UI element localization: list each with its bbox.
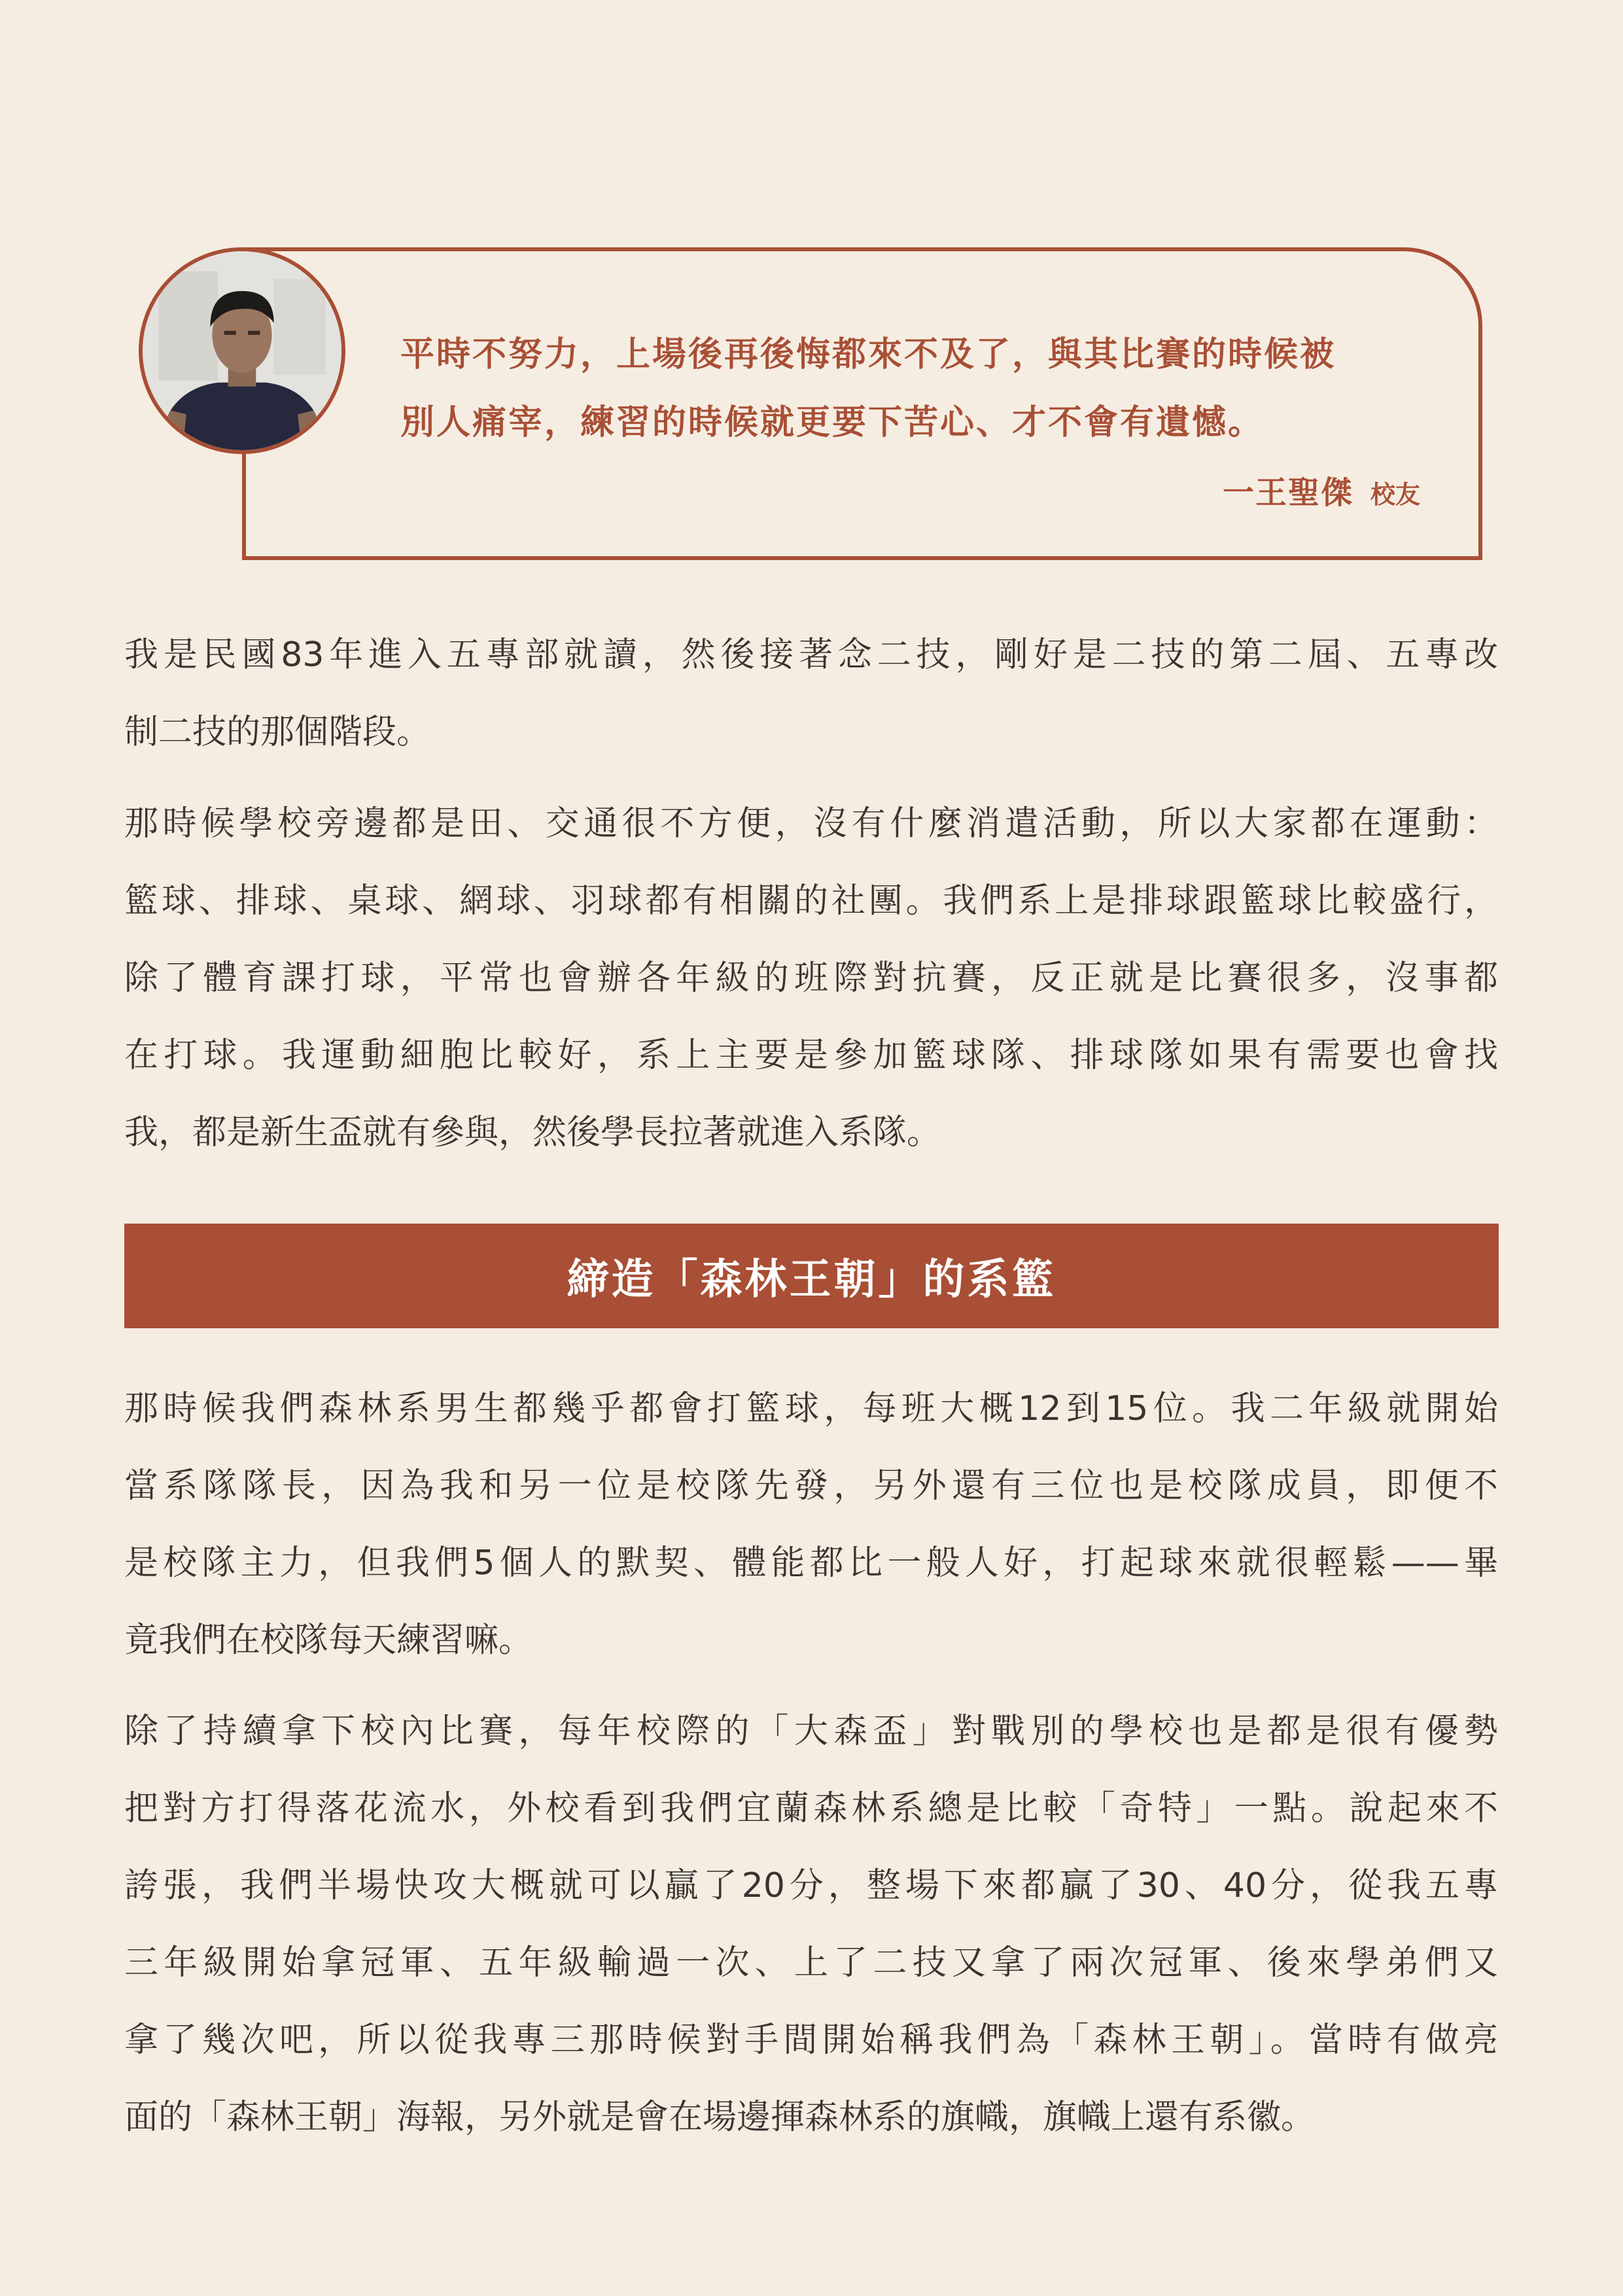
portrait-icon — [143, 251, 341, 450]
quote-text — [400, 321, 1421, 457]
text-line: 把對方打得落花流水，外校看到我們宜蘭森林系總是比較「奇特」一點。說起來不 — [124, 1789, 1498, 1828]
text-line: 竟我們在校隊每天練習嘛。 — [124, 1621, 533, 1660]
text-line: 制二技的那個階段。 — [124, 713, 431, 752]
quote-line: 別人痛宰，練習的時候就更要下苦心、才不會有遺憾。 — [400, 403, 1265, 442]
quote-attribution — [1223, 467, 1420, 512]
section-paragraph-2 — [124, 1693, 1498, 2156]
text-line: 那時候我們森林系男生都幾乎都會打籃球，每班大概12到15位。我二年級就開始 — [124, 1389, 1498, 1428]
intro-paragraph-2 — [124, 785, 1498, 1171]
section-title: 締造「森林王朝」的系籃 — [567, 1256, 1056, 1304]
text-line: 拿了幾次吧，所以從我專三那時候對手間開始稱我們為「森林王朝」。當時有做亮 — [124, 2021, 1498, 2060]
text-line: 那時候學校旁邊都是田、交通很不方便，沒有什麼消遣活動，所以大家都在運動： — [124, 804, 1498, 843]
text-line: 三年級開始拿冠軍、五年級輸過一次、上了二技又拿了兩次冠軍、後來學弟們又 — [124, 1943, 1498, 1983]
text-line: 我是民國83年進入五專部就讀，然後接著念二技，剛好是二技的第二屆、五專改 — [124, 635, 1498, 675]
section-banner — [124, 1224, 1499, 1328]
text-line: 面的「森林王朝」海報，另外就是會在場邊揮森林系的旗幟，旗幟上還有系徽。 — [124, 2098, 1316, 2137]
quote-line: 平時不努力，上場後再後悔都來不及了，與其比賽的時候被 — [400, 335, 1336, 374]
avatar — [139, 247, 345, 454]
text-line: 我，都是新生盃就有參與，然後學長拉著就進入系隊。 — [124, 1113, 941, 1152]
text-line: 誇張，我們半場快攻大概就可以贏了20分，整場下來都贏了30、40分，從我五專 — [124, 1866, 1498, 1905]
intro-paragraph-1 — [124, 616, 1498, 771]
section-paragraph-1 — [124, 1370, 1498, 1679]
text-line: 除了體育課打球，平常也會辦各年級的班際對抗賽，反正就是比賽很多，沒事都 — [124, 959, 1498, 998]
text-line: 在打球。我運動細胞比較好，系上主要是參加籃球隊、排球隊如果有需要也會找 — [124, 1036, 1498, 1075]
text-line: 當系隊隊長，因為我和另一位是校隊先發，另外還有三位也是校隊成員，即便不 — [124, 1466, 1498, 1506]
text-line: 除了持續拿下校內比賽，每年校際的「大森盃」對戰別的學校也是都是很有優勢 — [124, 1712, 1498, 1751]
quote-author-role: 校友 — [1370, 480, 1420, 509]
quote-author: 一王聖傑 — [1222, 474, 1353, 511]
text-line: 籃球、排球、桌球、網球、羽球都有相關的社團。我們系上是排球跟籃球比較盛行， — [124, 881, 1498, 921]
text-line: 是校隊主力，但我們5個人的默契、體能都比一般人好，打起球來就很輕鬆——畢 — [124, 1544, 1498, 1583]
